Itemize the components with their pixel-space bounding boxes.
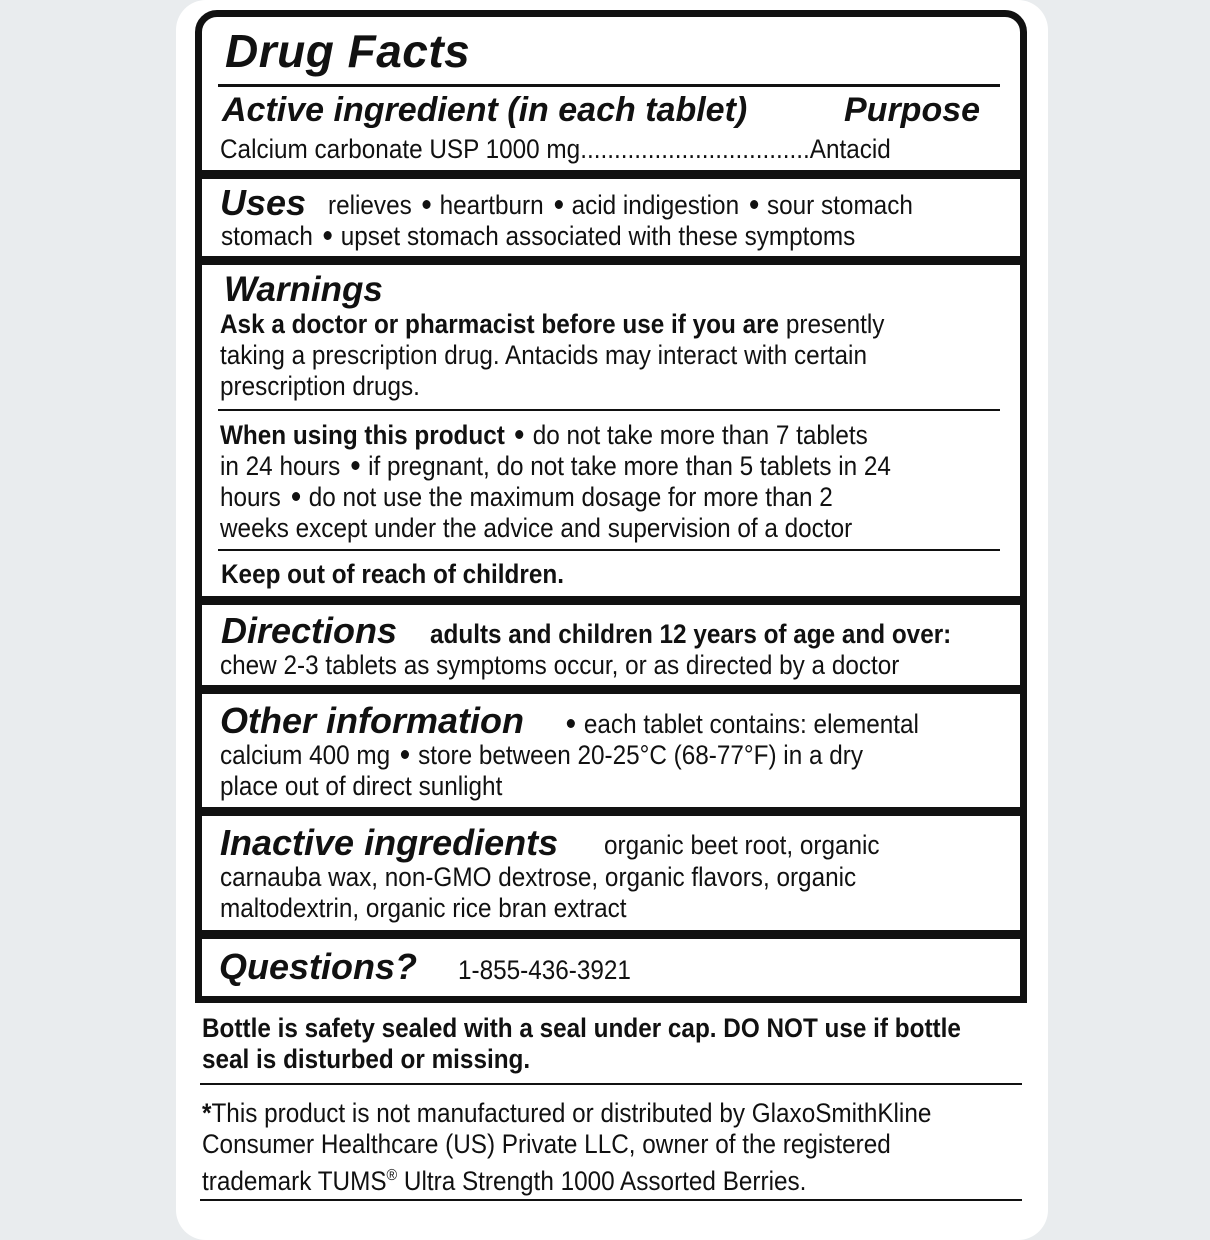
bullet xyxy=(351,461,359,470)
ask-doctor-line-1 xyxy=(220,309,884,341)
directions-heading: Directions xyxy=(221,610,398,651)
use-item: stomach xyxy=(221,221,313,251)
other-text: calcium 400 mg xyxy=(220,740,391,770)
disclaimer-line-1 xyxy=(202,1098,931,1130)
section-divider xyxy=(202,807,1020,816)
disclaimer-line-3 xyxy=(202,1160,806,1198)
section-divider xyxy=(202,256,1020,265)
inactive-line-1: organic beet root, organic xyxy=(604,830,880,860)
bullet xyxy=(324,231,332,240)
bullet xyxy=(554,200,562,209)
inactive-line-2: carnauba wax, non-GMO dextrose, organic flavors, organic xyxy=(220,862,857,892)
asterisk: * xyxy=(202,1098,212,1128)
ask-doctor-text: presently xyxy=(785,309,885,339)
when-using-line-4: weeks except under the advice and supervision of a doctor xyxy=(220,513,853,543)
bullet xyxy=(750,200,758,209)
directions-bold: adults and children 12 years of age and over: xyxy=(430,619,952,649)
section-divider xyxy=(202,930,1020,939)
when-using-text: do not take more than 7 tablets xyxy=(532,420,868,450)
ask-doctor-line-3: prescription drugs. xyxy=(220,371,420,401)
divider xyxy=(218,84,1000,87)
bullet xyxy=(292,492,300,501)
when-using-text: hours xyxy=(220,482,281,512)
use-item: heartburn xyxy=(439,190,544,220)
seal-notice-line-2: seal is disturbed or missing. xyxy=(202,1044,531,1074)
use-item: sour stomach xyxy=(767,190,913,220)
bullet xyxy=(516,430,524,439)
when-using-bold: When using this product xyxy=(220,420,505,450)
bullet xyxy=(423,200,431,209)
bullet xyxy=(401,750,409,759)
seal-notice-line-1: Bottle is safety sealed with a seal under cap. DO NOT use if bottle xyxy=(202,1013,961,1043)
registered-mark: ® xyxy=(386,1167,398,1184)
disclaimer-text: This product is not manufactured or distributed by GlaxoSmithKline xyxy=(211,1098,932,1128)
other-line-1 xyxy=(556,709,919,741)
disclaimer-line-2: Consumer Healthcare (US) Private LLC, owner of the registered xyxy=(202,1129,891,1159)
leader-dots: .................................. xyxy=(580,134,810,164)
when-using-text: if pregnant, do not take more than 5 tablets in 24 xyxy=(368,451,891,481)
when-using-line-1 xyxy=(220,420,868,452)
bullet xyxy=(567,719,575,728)
disclaimer-text: Ultra Strength 1000 Assorted Berries. xyxy=(397,1166,807,1196)
ingredient-purpose: Antacid xyxy=(809,134,891,164)
ingredient-name: Calcium carbonate USP 1000 mg xyxy=(220,134,581,164)
inactive-line-3: maltodextrin, organic rice bran extract xyxy=(220,893,627,923)
directions-text: chew 2-3 tablets as symptoms occur, or as directed by a doctor xyxy=(220,650,900,680)
other-information-heading: Other information xyxy=(220,700,524,741)
divider xyxy=(200,1199,1022,1201)
questions-phone: 1-855-436-3921 xyxy=(458,955,631,985)
active-ingredient-heading: Active ingredient (in each tablet) xyxy=(222,91,748,129)
other-text: store between 20-25°C (68-77°F) in a dry xyxy=(418,740,863,770)
section-divider xyxy=(202,685,1020,694)
uses-line-1 xyxy=(328,190,913,222)
section-divider xyxy=(202,596,1020,605)
warnings-heading: Warnings xyxy=(224,270,383,309)
questions-heading: Questions? xyxy=(219,946,418,987)
use-item: acid indigestion xyxy=(571,190,740,220)
when-using-text: in 24 hours xyxy=(220,451,341,481)
when-using-line-3 xyxy=(220,482,833,514)
purpose-heading: Purpose xyxy=(844,91,981,129)
when-using-line-2 xyxy=(220,451,891,483)
keep-out-of-reach: Keep out of reach of children. xyxy=(221,559,564,589)
section-divider xyxy=(202,170,1020,179)
use-item: upset stomach associated with these symptoms xyxy=(340,221,856,251)
divider xyxy=(200,1083,1022,1085)
uses-intro: relieves xyxy=(328,190,412,220)
other-line-3: place out of direct sunlight xyxy=(220,771,503,801)
disclaimer-text: trademark TUMS xyxy=(202,1166,387,1196)
other-text: each tablet contains: elemental xyxy=(583,709,919,739)
uses-line-2 xyxy=(221,221,855,253)
uses-heading: Uses xyxy=(220,182,307,223)
drug-facts-title: Drug Facts xyxy=(225,25,471,77)
divider xyxy=(218,409,1000,411)
other-line-2 xyxy=(220,740,863,772)
active-ingredient-line xyxy=(220,134,891,166)
inactive-ingredients-heading: Inactive ingredients xyxy=(220,822,559,863)
when-using-text: do not use the maximum dosage for more than 2 xyxy=(308,482,833,512)
divider xyxy=(218,549,1000,551)
ask-doctor-line-2: taking a prescription drug. Antacids may interact with certain xyxy=(220,340,867,370)
ask-doctor-bold: Ask a doctor or pharmacist before use if you are xyxy=(220,309,780,339)
